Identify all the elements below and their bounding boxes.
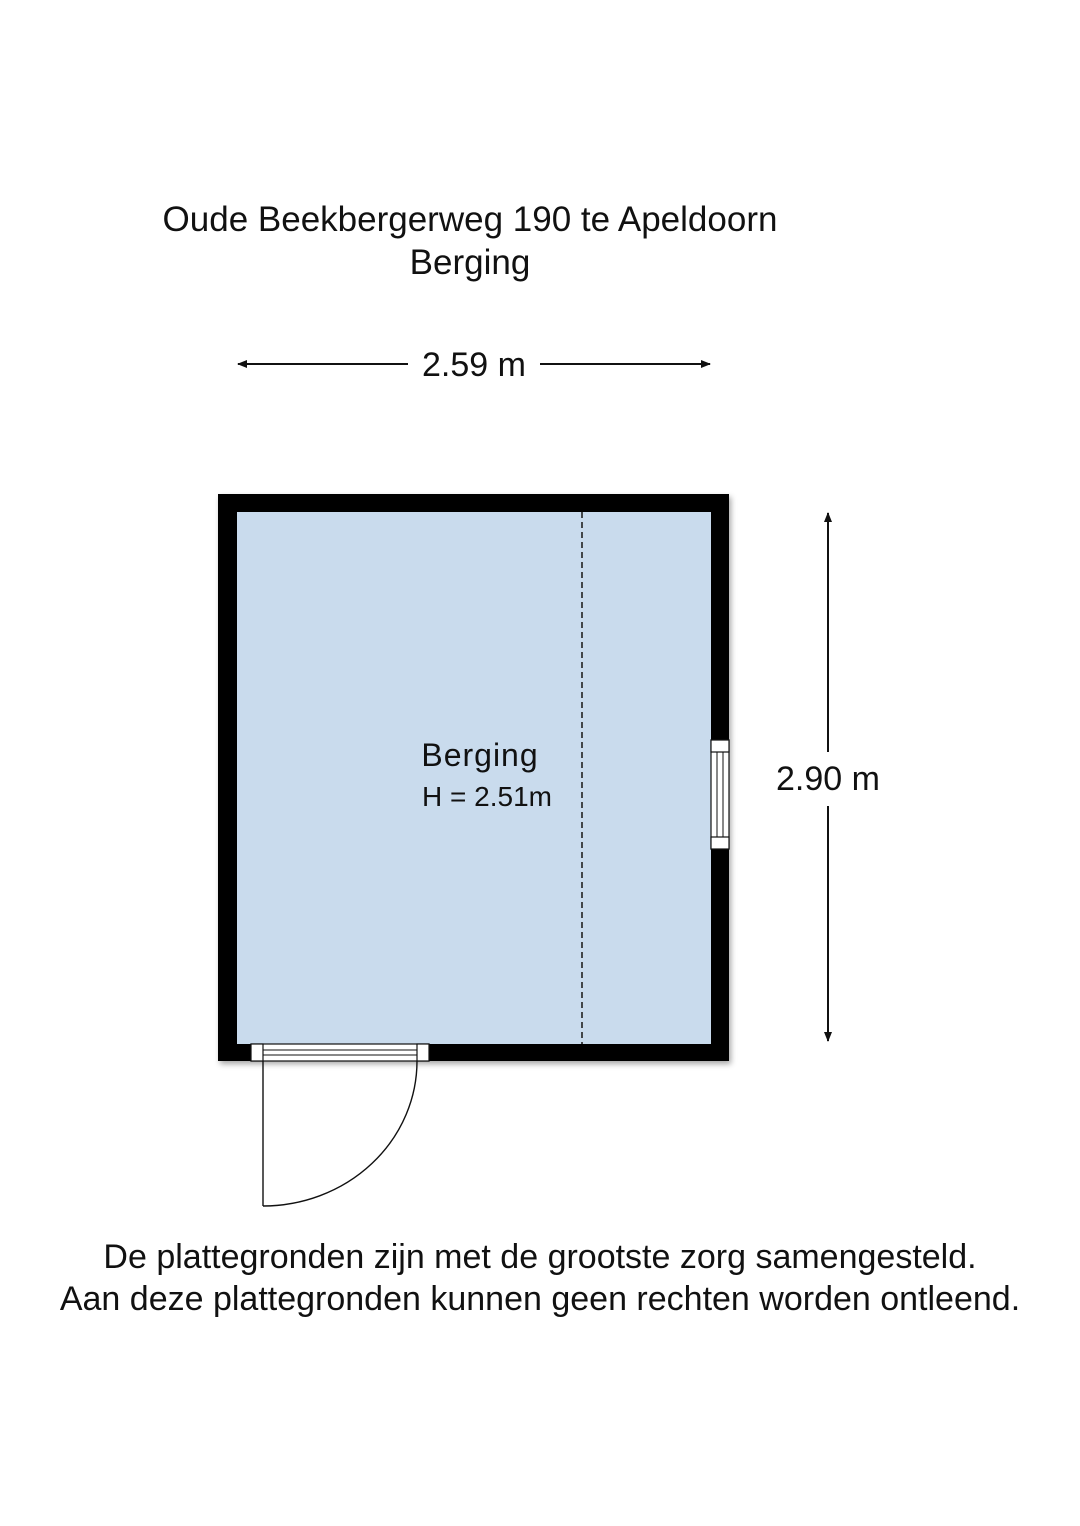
door-swing-arc (263, 1061, 417, 1206)
window (711, 740, 729, 849)
disclaimer-line-1: De plattegronden zijn met de grootste zorg samengesteld. (103, 1238, 977, 1276)
room-berging (218, 494, 729, 1061)
disclaimer (0, 1236, 1080, 1320)
room-floor (237, 512, 711, 1044)
address-title: Oude Beekbergerweg 190 te Apeldoorn (162, 200, 778, 239)
height-dimension (776, 513, 880, 1041)
room-name-label: Berging (421, 737, 539, 773)
floor-title: Berging (409, 243, 531, 282)
width-dimension (238, 346, 710, 384)
height-dimension-label: 2.90 m (776, 760, 880, 798)
width-dimension-label: 2.59 m (422, 346, 526, 384)
room-height-label: H = 2.51m (422, 781, 552, 812)
door (251, 1044, 429, 1206)
disclaimer-line-2: Aan deze plattegronden kunnen geen rechten worden ontleend. (59, 1280, 1021, 1318)
